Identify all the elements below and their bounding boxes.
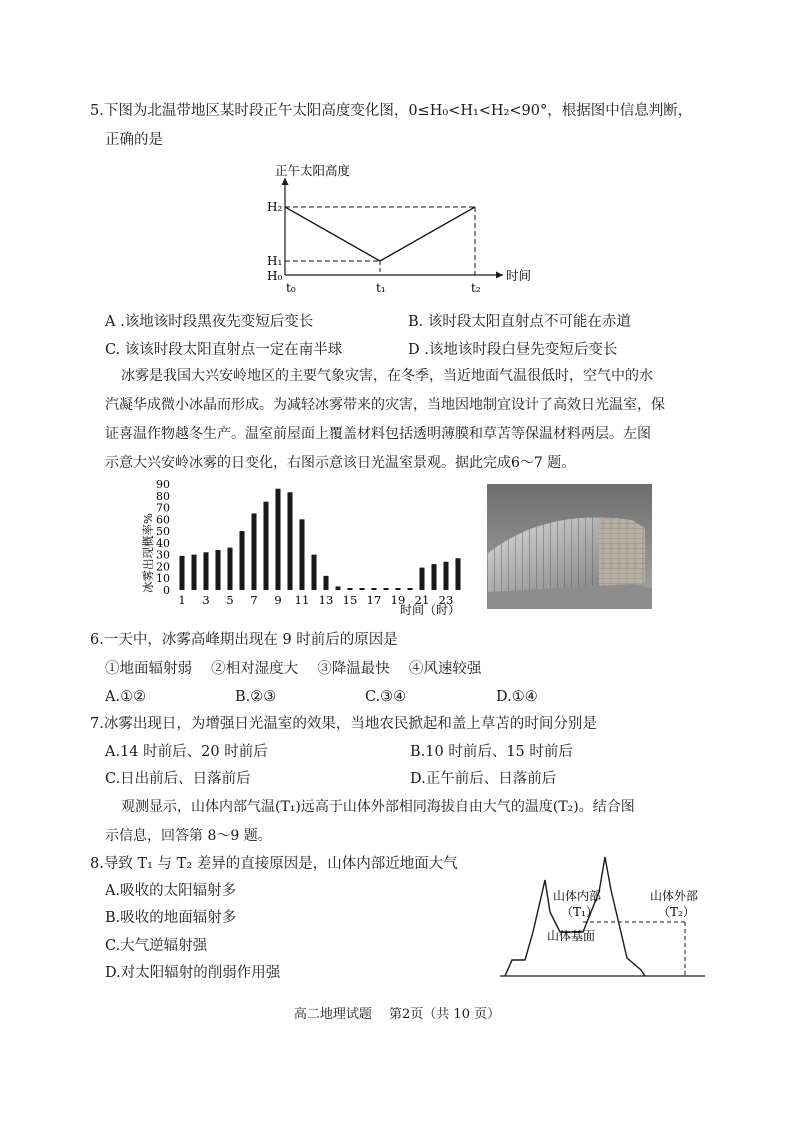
fog-xlabel: 时间（时） <box>400 603 461 617</box>
q5-xtick-t2: t₂ <box>471 281 481 295</box>
q5-xtick-t0: t₀ <box>286 281 296 295</box>
fog-bar-10 <box>287 492 292 590</box>
intro67-line2: 汽凝华成微小冰晶而形成。为减轻冰雾带来的灾害，当地因地制宜设计了高效日光温室，保 <box>105 397 665 413</box>
fog-bar-2 <box>191 555 196 590</box>
fog-xtick-label: 23 <box>438 593 454 607</box>
fog-xtick-label: 7 <box>250 593 258 607</box>
fog-ytick-label: 30 <box>156 548 170 562</box>
q6-stem: 6.一天中，冰雾高峰期出现在 9 时前后的原因是 <box>90 632 398 648</box>
q5-stem-line1: 5.下图为北温带地区某时段正午太阳高度变化图，0≤H₀<H₁<H₂<90°，根据图中信息判断， <box>90 103 693 119</box>
inner-t1-label: （T₁） <box>561 905 598 919</box>
q8-option-b[interactable]: B.吸收的地面辐射多 <box>105 910 237 926</box>
fog-xtick-label: 15 <box>342 593 358 607</box>
q5-option-d[interactable]: D .该地该时段白昼先变短后变长 <box>408 342 618 358</box>
fog-ytick-label: 60 <box>156 513 170 527</box>
fog-bar-12 <box>311 555 316 590</box>
fog-xtick-label: 5 <box>226 593 234 607</box>
ice-fog-bar-chart <box>138 478 478 618</box>
fog-bar-7 <box>251 513 256 590</box>
q5-ytick-h1: H₁ <box>267 254 283 268</box>
q8-option-d[interactable]: D.对太阳辐射的削弱作用强 <box>105 965 281 981</box>
fog-ytick-label: 20 <box>156 560 170 574</box>
fog-ytick-label: 10 <box>156 572 170 586</box>
q5-xtick-t1: t₁ <box>376 281 386 295</box>
fog-bar-23 <box>443 562 448 590</box>
q5-ytick-h0: H₀ <box>267 269 283 283</box>
fog-xtick-label: 11 <box>294 593 310 607</box>
fog-ylabel: 冰雾出现概率% <box>141 513 155 593</box>
q6-option-b[interactable]: B.②③ <box>235 689 277 705</box>
fog-bar-13 <box>323 576 328 590</box>
intro89-line2: 示信息，回答第 8～9 题。 <box>105 828 272 844</box>
q8-stem: 8.导致 T₁ 与 T₂ 差异的直接原因是，山体内部近地面大气 <box>90 856 458 872</box>
fog-bar-8 <box>263 502 268 590</box>
q6-items: ①地面辐射弱 ②相对湿度大 ③降温最快 ④风速较强 <box>105 661 482 677</box>
fog-xtick-label: 17 <box>366 593 382 607</box>
q5-ylabel: 正午太阳高度 <box>275 163 351 178</box>
q5-stem-line2: 正确的是 <box>105 132 163 148</box>
fog-ytick-label: 0 <box>163 584 170 597</box>
fog-ytick-label: 50 <box>156 525 170 539</box>
fog-bar-3 <box>203 552 208 590</box>
fog-bar-1 <box>179 556 184 590</box>
intro89-line1: 观测显示，山体内部气温(T₁)远高于山体外部相同海拔自由大气的温度(T₂)。结合图 <box>121 799 635 815</box>
outer-label: 山体外部 <box>650 889 699 903</box>
fog-bar-21 <box>419 568 424 590</box>
q5-option-c[interactable]: C. 该该时段太阳直射点一定在南半球 <box>105 342 343 358</box>
intro67-line4: 示意大兴安岭冰雾的日变化，右图示意该日光温室景观。据此完成6～7 题。 <box>105 455 576 471</box>
fog-ytick-label: 40 <box>156 536 170 550</box>
q7-option-b[interactable]: B.10 时前后、15 时前后 <box>410 744 573 760</box>
fog-xtick-label: 9 <box>274 593 282 607</box>
q7-option-a[interactable]: A.14 时前后、20 时前后 <box>105 744 268 760</box>
greenhouse-brick-wall <box>599 518 645 586</box>
q7-option-c[interactable]: C.日出前后、日落前后 <box>105 771 251 787</box>
q7-option-d[interactable]: D.正午前后、日落前后 <box>410 771 557 787</box>
fog-xtick-label: 19 <box>390 593 406 607</box>
fog-ytick-label: 80 <box>156 489 170 503</box>
greenhouse-photo <box>487 484 652 609</box>
q5-altitude-line <box>285 207 475 261</box>
q6-option-a[interactable]: A.①② <box>105 689 147 705</box>
q8-option-c[interactable]: C.大气逆辐射强 <box>105 938 208 954</box>
fog-xtick-label: 13 <box>318 593 334 607</box>
q5-option-a[interactable]: A .该地该时段黑夜先变短后变长 <box>105 314 314 330</box>
fog-bar-6 <box>239 531 244 590</box>
outer-t2-label: （T₂） <box>658 905 695 919</box>
q5-option-b[interactable]: B. 该时段太阳直射点不可能在赤道 <box>408 314 631 330</box>
q5-xlabel: 时间 <box>506 268 532 283</box>
fog-bar-14 <box>335 586 340 590</box>
fog-bar-24 <box>455 558 460 590</box>
fog-bar-11 <box>299 519 304 590</box>
base-label: 山体基面 <box>547 929 596 943</box>
intro67-line1: 冰雾是我国大兴安岭地区的主要气象灾害，在冬季，当近地面气温很低时，空气中的水 <box>121 368 653 384</box>
mountain-diagram <box>495 850 720 982</box>
fog-xtick-label: 1 <box>178 593 186 607</box>
fog-bar-4 <box>215 550 220 590</box>
inner-label: 山体内部 <box>553 889 602 903</box>
q5-sun-altitude-chart <box>260 158 550 303</box>
fog-ytick-label: 90 <box>156 478 170 491</box>
fog-xtick-label: 3 <box>202 593 210 607</box>
fog-bar-22 <box>431 564 436 590</box>
q6-option-d[interactable]: D.①④ <box>496 689 538 705</box>
fog-bar-9 <box>275 489 280 590</box>
q7-stem: 7.冰雾出现日，为增强日光温室的效果，当地农民掀起和盖上草苫的时间分别是 <box>90 716 597 732</box>
fog-ytick-label: 70 <box>156 501 170 515</box>
q8-option-a[interactable]: A.吸收的太阳辐射多 <box>105 883 237 899</box>
fog-bar-5 <box>227 548 232 590</box>
fog-xtick-label: 21 <box>414 593 430 607</box>
q5-ytick-h2: H₂ <box>267 200 283 214</box>
q6-option-c[interactable]: C.③④ <box>365 689 407 705</box>
page-footer: 高二地理试题 第2页（共 10 页） <box>293 1007 501 1022</box>
intro67-line3: 证喜温作物越冬生产。温室前屋面上覆盖材料包括透明薄膜和草苫等保温材料两层。左图 <box>105 426 651 442</box>
